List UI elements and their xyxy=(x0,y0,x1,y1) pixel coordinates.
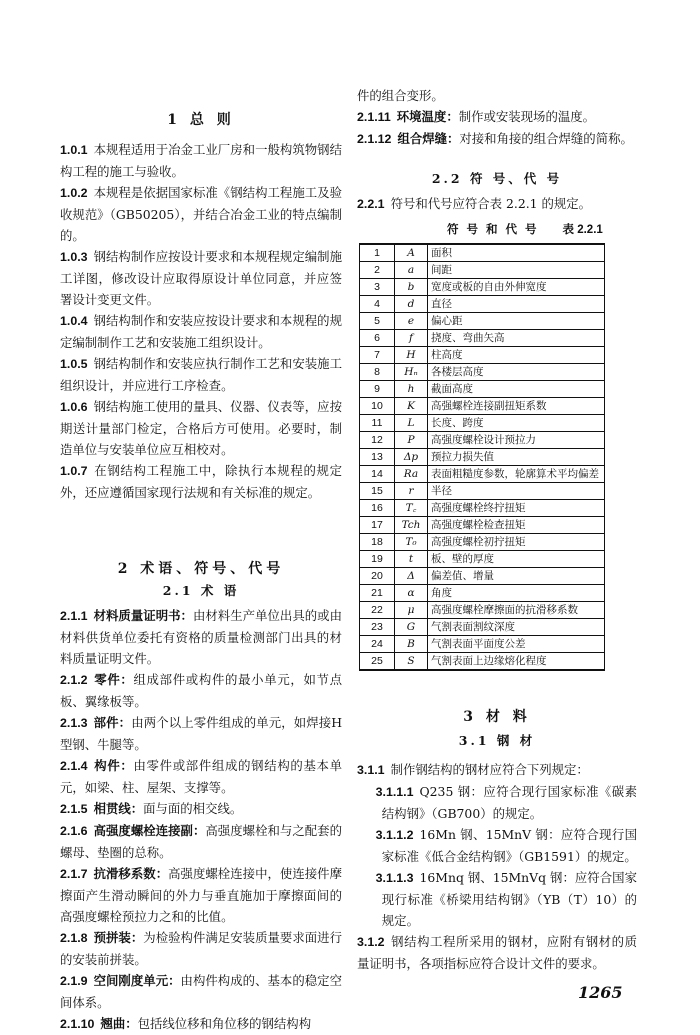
row-number: 12 xyxy=(360,432,395,449)
symbols-table xyxy=(359,243,605,671)
clause-1-0-1 xyxy=(60,139,342,182)
clause-text: 制作钢结构的钢材应符合下列规定： xyxy=(390,762,589,777)
clause-3-1-1 xyxy=(357,759,637,781)
table-row xyxy=(360,602,605,619)
table-row xyxy=(360,517,605,534)
table-caption xyxy=(357,219,637,241)
clause-text: 由材料生产单位出具的或由材料供货单位委托有资格的质量检测部门出具的材料质量证明文件。 xyxy=(60,608,342,666)
clause-1-0-7 xyxy=(60,460,342,503)
table-row xyxy=(360,313,605,330)
table-row xyxy=(360,262,605,279)
para-2-2-1 xyxy=(357,193,637,215)
row-meaning: 角度 xyxy=(428,585,605,602)
clause-1-0-4 xyxy=(60,310,342,353)
row-meaning: 偏差值、增量 xyxy=(428,568,605,585)
row-meaning: 高强度螺栓初拧扭矩 xyxy=(428,534,605,551)
clause-3-1-2 xyxy=(357,931,637,974)
table-row xyxy=(360,432,605,449)
clause-text: 对接和角接的组合焊缝的简称。 xyxy=(459,131,633,146)
left-column xyxy=(60,104,342,1035)
clause-2-1-3 xyxy=(60,712,342,755)
chapter-3-title: 3 材 料 xyxy=(463,709,531,725)
chapter-2-title: 2 术语、符号、代号 xyxy=(117,561,285,577)
clause-text: 由零件或部件组成的钢结构的基本单元，如梁、柱、屋架、支撑等。 xyxy=(60,758,343,795)
table-row xyxy=(360,244,605,262)
row-symbol: G xyxy=(395,619,428,636)
row-symbol: K xyxy=(395,398,428,415)
clause-text: 组成部件或构件的最小单元，如节点板、翼缘板等。 xyxy=(60,672,343,709)
table-row xyxy=(360,330,605,347)
row-meaning: 预拉力损失值 xyxy=(428,449,605,466)
clause-2-1-10 xyxy=(60,1013,342,1035)
clause-number: 1.0.1 xyxy=(60,143,88,157)
clause-term: 预拼装： xyxy=(93,930,144,945)
clause-number: 2.1.9 xyxy=(60,974,88,988)
clause-text: 本规程是依据国家标准《钢结构工程施工及验收规范》（GB50205），并结合冶金工业的特点编制的。 xyxy=(60,185,342,243)
table-row xyxy=(360,296,605,313)
table-row xyxy=(360,551,605,568)
clause-text: 钢结构制作和安装应按设计要求和本规程的规定编制制作工艺和安装施工组织设计。 xyxy=(60,313,342,350)
clause-number: 2.1.7 xyxy=(60,867,88,881)
row-number: 6 xyxy=(360,330,395,347)
clause-2-1-12 xyxy=(357,128,637,150)
clause-number: 1.0.6 xyxy=(60,400,88,414)
section-2-1-body xyxy=(60,605,342,1035)
row-number: 3 xyxy=(360,279,395,296)
table-row xyxy=(360,619,605,636)
clause-2-1-7 xyxy=(60,863,342,927)
clause-term: 环境温度： xyxy=(396,109,459,124)
section-2-1-title: 2.1 术 语 xyxy=(162,583,240,598)
row-symbol: f xyxy=(395,330,428,347)
section-2-1-continued xyxy=(357,106,637,150)
clause-term: 高强度螺栓连接副： xyxy=(93,823,206,838)
row-number: 17 xyxy=(360,517,395,534)
clause-text: 由两个以上零件组成的单元，如焊接H型钢、牛腿等。 xyxy=(60,715,343,752)
row-meaning: 高强度螺栓设计预拉力 xyxy=(428,432,605,449)
row-symbol: r xyxy=(395,483,428,500)
clause-3-1-1-3 xyxy=(357,867,637,931)
clause-1-0-2 xyxy=(60,182,342,246)
clause-text: 16Mnq 钢、15MnVq 钢：应符合国家现行标准《桥梁用结构钢》（YB（T）10）的规定。 xyxy=(381,870,637,928)
row-number: 25 xyxy=(360,653,395,671)
row-symbol: α xyxy=(395,585,428,602)
clause-number: 1.0.2 xyxy=(60,186,88,200)
table-row xyxy=(360,568,605,585)
clause-number: 3.1.2 xyxy=(357,935,385,949)
row-meaning: 气割表面平面度公差 xyxy=(428,636,605,653)
table-row xyxy=(360,279,605,296)
clause-number: 2.1.1 xyxy=(60,609,88,623)
row-symbol: e xyxy=(395,313,428,330)
clause-number: 2.1.11 xyxy=(357,110,391,124)
clause-text: 16Mn 钢、15MnV 钢：应符合现行国家标准《低合金结构钢》（GB1591）的规定。 xyxy=(381,827,637,864)
clause-number: 1.0.5 xyxy=(60,357,88,371)
table-row xyxy=(360,364,605,381)
section-3-1-body xyxy=(357,759,637,974)
chapter-1-title: 1 总 则 xyxy=(167,112,235,128)
row-meaning: 柱高度 xyxy=(428,347,605,364)
row-number: 15 xyxy=(360,483,395,500)
clause-3-1-1-1 xyxy=(357,781,637,824)
clause-text: 钢结构制作和安装应执行制作工艺和安装施工组织设计，并应进行工序检查。 xyxy=(60,356,342,393)
table-title: 符 号 和 代 号 xyxy=(447,222,539,236)
table-row xyxy=(360,585,605,602)
row-symbol: Δp xyxy=(395,449,428,466)
clause-text: 钢结构制作应按设计要求和本规程规定编制施工详图，修改设计应取得原设计单位同意，并应签署设计变更文件。 xyxy=(60,249,342,307)
table-row xyxy=(360,653,605,671)
row-number: 11 xyxy=(360,415,395,432)
table-row xyxy=(360,415,605,432)
para-number: 2.2.1 xyxy=(357,197,385,211)
row-number: 10 xyxy=(360,398,395,415)
table-row xyxy=(360,398,605,415)
section-3-1-title: 3.1 钢 材 xyxy=(458,733,536,748)
row-meaning: 高强度螺栓检查扭矩 xyxy=(428,517,605,534)
clause-number: 1.0.3 xyxy=(60,250,88,264)
table-number: 表 2.2.1 xyxy=(562,224,603,236)
row-meaning: 板、壁的厚度 xyxy=(428,551,605,568)
row-meaning: 高强度螺栓摩擦面的抗滑移系数 xyxy=(428,602,605,619)
clause-number: 2.1.2 xyxy=(60,673,88,687)
clause-term: 翘曲： xyxy=(100,1016,138,1031)
clause-term: 材料质量证明书： xyxy=(93,608,193,623)
table-row xyxy=(360,500,605,517)
row-symbol: A xyxy=(395,244,428,262)
row-number: 7 xyxy=(360,347,395,364)
row-meaning: 长度、跨度 xyxy=(428,415,605,432)
row-symbol: Ra xyxy=(395,466,428,483)
row-number: 21 xyxy=(360,585,395,602)
clause-number: 3.1.1.3 xyxy=(375,871,414,885)
clause-2-1-2 xyxy=(60,669,342,712)
clause-number: 2.1.12 xyxy=(357,132,392,146)
row-symbol: T꜀ xyxy=(395,500,428,517)
row-number: 5 xyxy=(360,313,395,330)
row-meaning: 偏心距 xyxy=(428,313,605,330)
clause-term: 空间刚度单元： xyxy=(93,973,181,988)
clause-term: 零件： xyxy=(93,672,134,687)
clause-2-1-4 xyxy=(60,755,342,798)
clause-text: 面与面的相交线。 xyxy=(143,801,243,816)
row-meaning: 表面粗糙度参数，轮廓算术平均偏差 xyxy=(428,466,605,483)
row-meaning: 宽度或板的自由外伸宽度 xyxy=(428,279,605,296)
clause-number: 2.1.4 xyxy=(60,759,88,773)
clause-text: 为检验构件满足安装质量要求面进行的安装前拼装。 xyxy=(60,930,342,967)
table-row xyxy=(360,534,605,551)
clause-text: 本规程适用于冶金工业厂房和一般构筑物钢结构工程的施工与验收。 xyxy=(60,142,342,179)
row-symbol: t xyxy=(395,551,428,568)
table-row xyxy=(360,466,605,483)
clause-text: 在钢结构工程施工中，除执行本规程的规定外，还应遵循国家现行法规和有关标准的规定。 xyxy=(60,463,342,500)
clause-text: 高强度螺栓连接中，使连接件摩擦面产生滑动瞬间的外力与垂直施加于摩擦面间的高强度螺栓预拉力之和的比值。 xyxy=(60,866,342,924)
table-row xyxy=(360,347,605,364)
clause-text: 由构件构成的、基本的稳定空间体系。 xyxy=(60,973,342,1010)
row-meaning: 高强螺栓连接副扭矩系数 xyxy=(428,398,605,415)
row-symbol: Hₙ xyxy=(395,364,428,381)
row-symbol: L xyxy=(395,415,428,432)
row-number: 4 xyxy=(360,296,395,313)
clause-2-1-6 xyxy=(60,820,342,863)
row-symbol: μ xyxy=(395,602,428,619)
clause-number: 1.0.4 xyxy=(60,314,88,328)
clause-text: 高强度螺栓和与之配套的螺母、垫圈的总称。 xyxy=(60,823,342,860)
row-meaning: 面积 xyxy=(428,244,605,262)
clause-term: 组合焊缝： xyxy=(397,131,460,146)
clause-text: 钢结构工程所采用的钢材，应附有钢材的质量证明书，各项指标应符合设计文件的要求。 xyxy=(357,934,637,971)
row-number: 16 xyxy=(360,500,395,517)
row-symbol: B xyxy=(395,636,428,653)
clause-text: Q235 钢：应符合现行国家标准《碳素结构钢》（GB700）的规定。 xyxy=(381,784,637,821)
table-row xyxy=(360,381,605,398)
clause-term: 构件： xyxy=(93,758,134,773)
row-meaning: 高强度螺栓终拧扭矩 xyxy=(428,500,605,517)
row-number: 1 xyxy=(360,244,395,262)
chapter-1-body xyxy=(60,139,342,503)
clause-2-1-11 xyxy=(357,106,637,128)
row-number: 20 xyxy=(360,568,395,585)
row-number: 2 xyxy=(360,262,395,279)
clause-2-1-9 xyxy=(60,970,342,1013)
clause-number: 3.1.1.2 xyxy=(375,828,414,842)
row-symbol: Tch xyxy=(395,517,428,534)
row-number: 24 xyxy=(360,636,395,653)
clause-term: 相贯线： xyxy=(93,801,144,816)
row-number: 23 xyxy=(360,619,395,636)
clause-number: 3.1.1 xyxy=(357,763,385,777)
row-meaning: 气割表面上边缘熔化程度 xyxy=(428,653,605,671)
row-number: 18 xyxy=(360,534,395,551)
clause-number: 1.0.7 xyxy=(60,464,88,478)
clause-term: 抗滑移系数： xyxy=(93,866,169,881)
row-meaning: 各楼层高度 xyxy=(428,364,605,381)
row-symbol: Δ xyxy=(395,568,428,585)
row-number: 14 xyxy=(360,466,395,483)
clause-2-1-5 xyxy=(60,798,342,820)
row-meaning: 截面高度 xyxy=(428,381,605,398)
clause-term: 部件： xyxy=(93,715,132,730)
table-row xyxy=(360,483,605,500)
row-symbol: T₀ xyxy=(395,534,428,551)
clause-number: 2.1.6 xyxy=(60,824,88,838)
row-symbol: d xyxy=(395,296,428,313)
clause-2-1-1 xyxy=(60,605,342,669)
clause-number: 2.1.3 xyxy=(60,716,88,730)
clause-1-0-3 xyxy=(60,246,342,310)
clause-text: 钢结构施工使用的量具、仪器、仪表等，应按期送计量部门检定，合格后方可使用。必要时，制造单位与安装单位应互相校对。 xyxy=(60,399,342,457)
row-symbol: b xyxy=(395,279,428,296)
para-text: 符号和代号应符合表 2.2.1 的规定。 xyxy=(390,196,592,211)
row-number: 19 xyxy=(360,551,395,568)
clause-number: 2.1.5 xyxy=(60,802,88,816)
section-2-2-title: 2.2 符 号、代 号 xyxy=(431,171,563,186)
row-symbol: H xyxy=(395,347,428,364)
row-meaning: 气割表面割纹深度 xyxy=(428,619,605,636)
row-meaning: 挠度、弯曲矢高 xyxy=(428,330,605,347)
clause-number: 2.1.8 xyxy=(60,931,88,945)
row-meaning: 直径 xyxy=(428,296,605,313)
row-meaning: 半径 xyxy=(428,483,605,500)
row-number: 8 xyxy=(360,364,395,381)
row-number: 9 xyxy=(360,381,395,398)
row-number: 22 xyxy=(360,602,395,619)
row-number: 13 xyxy=(360,449,395,466)
row-meaning: 间距 xyxy=(428,262,605,279)
continuation-text: 件的组合变形。 xyxy=(357,88,444,103)
clause-3-1-1-2 xyxy=(357,824,637,867)
row-symbol: P xyxy=(395,432,428,449)
page-number: 1265 xyxy=(578,983,623,1002)
clause-number: 3.1.1.1 xyxy=(375,785,414,799)
clause-2-1-8 xyxy=(60,927,342,970)
table-row xyxy=(360,636,605,653)
clause-text: 包括线位移和角位移的钢结构构 xyxy=(137,1016,312,1031)
row-symbol: a xyxy=(395,262,428,279)
clause-1-0-6 xyxy=(60,396,342,460)
clause-text: 制作或安装现场的温度。 xyxy=(458,109,596,124)
table-row xyxy=(360,449,605,466)
clause-1-0-5 xyxy=(60,353,342,396)
row-symbol: h xyxy=(395,381,428,398)
clause-number: 2.1.10 xyxy=(60,1017,95,1031)
row-symbol: S xyxy=(395,653,428,671)
right-column xyxy=(357,85,637,974)
